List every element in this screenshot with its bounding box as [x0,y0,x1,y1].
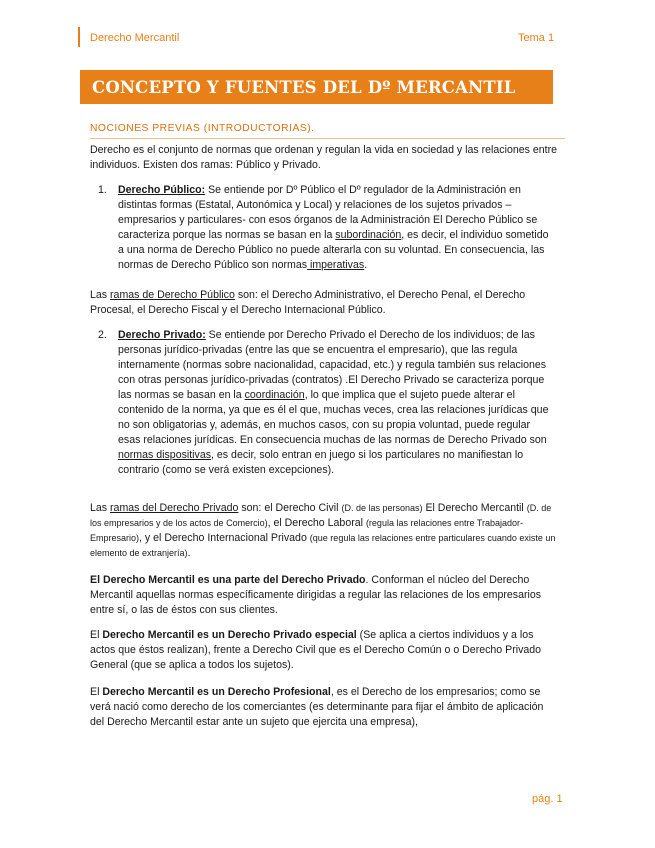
header-topic-label: Tema 1 [518,32,555,44]
text-run: El Derecho Mercantil [422,502,527,514]
derecho-profesional-paragraph [90,685,560,730]
list-item-derecho-privado [98,328,553,478]
page-title: CONCEPTO Y FUENTES DEL Dº MERCANTIL [92,77,516,97]
ramas-privado-paragraph [90,501,560,561]
note-small: (regula las relaciones entre Trabajador-Empresario) [90,518,524,543]
list-number: 1. [98,184,107,196]
text-run: . Conforman el núcleo del Derecho Mercantil aquellas normas específicamente dirigidas a regular las relaciones de los empresarios entre sí, o las de éstos con sus clientes. [90,574,542,616]
term-derecho-publico: Derecho Público: [118,184,206,196]
note-small: (D. de los empresarios y de los actos de Comercio) [90,503,552,528]
bold-statement: Derecho Mercantil es un Derecho Profesional [102,686,331,698]
text-run: El [90,686,103,698]
list-item-derecho-publico [98,183,553,273]
bold-statement: El Derecho Mercantil es una parte del Derecho Privado [90,574,366,586]
text-run: son: el Derecho Civil [238,502,342,514]
text-run: El [90,629,103,641]
page-number: pág. 1 [532,793,563,805]
header-course-title: Derecho Mercantil [90,32,180,44]
list-item-body [118,328,553,478]
text-run: son: el Derecho Administrativo, el Derecho Penal, el Derecho Procesal, el Derecho Fiscal y el Derecho Internacional Público. [90,289,526,316]
term-subordinacion: subordinación [335,229,402,241]
text-run: , es el Derecho de los empresarios; como se verá nació como derecho de los comerciantes (es determinante para fijar el ámbito de aplicación del Derecho Mercantil estar ante un sujeto que ejercita una empresa), [90,686,544,728]
bold-statement: Derecho Mercantil es un Derecho Privado especial [102,629,357,641]
term-ramas-privado: ramas del Derecho Privado [110,502,239,514]
ramas-publico-paragraph [90,288,560,318]
list-number: 2. [98,329,107,341]
text-run: . [364,259,368,271]
term-imperativas: imperativas [307,259,365,271]
parte-privado-paragraph [90,573,560,618]
note-small: (D. de las personas) [341,503,423,513]
text-run: Se entiende por Derecho Privado el Derecho de los individuos; de las personas jurídico-privadas (entre las que se encuentra el empresario), que las regula internamente (normas sobre nacionalidad, capacidad, etc.) y regula también sus relaciones con otras personas jurídico-privadas (contratos) .El Derecho Privado se caracteriza porque las normas se basan en la [118,329,547,401]
text-run: , el Derecho Laboral [267,517,366,529]
text-run: Se entiende por Dº Público el Dº regulador de la Administración en distintas formas (Estatal, Autonómica y Local) y relaciones de los sujetos privados –empresarios y particulares- con esos órganos de la Administración El Derecho Público se caracteriza porque las normas se basan en la [118,184,538,241]
intro-paragraph: Derecho es el conjunto de normas que ordenan y regulan la vida en sociedad y las relaciones entre individuos. Existen dos ramas: Público y Privado. [90,144,558,171]
header-accent-bar [78,27,80,47]
text-run: Las [90,289,111,301]
text-run: (Se aplica a ciertos individuos y a los actos que éstos realizan), frente a Derecho Civil que es el Derecho Común o o Derecho Privado General (que se aplica a todos los sujetos). [90,629,542,671]
term-coordinacion: coordinación [244,389,305,401]
title-banner [80,70,553,104]
text-run: , es decir, el individuo sometido a una norma de Derecho Público no puede alterarla con su voluntad. En consecuencia, las normas de Derecho Público son normas [118,229,549,271]
section-heading: NOCIONES PREVIAS (INTRODUCTORIAS). [90,123,565,139]
text-run: . [187,547,191,559]
text-run: Las [90,502,111,514]
term-normas-dispositivas: normas dispositivas [118,449,212,461]
privado-especial-paragraph [90,628,560,673]
text-run: , lo que implica que el sujeto puede alterar el contenido de la norma, ya que es él el que, muchas veces, crea las relaciones jurídicas que no son obligatorias y, además, en muchos casos, con su propia voluntad, puede regular esas relaciones jurídicas. En consecuencia muchas de las normas de Derecho Privado son [118,389,549,446]
term-derecho-privado: Derecho Privado: [118,329,206,341]
text-run: , y el Derecho Internacional Privado [139,532,310,544]
term-ramas-publico: ramas de Derecho Público [110,289,235,301]
note-small: (que regula las relaciones entre particulares cuando existe un elemento de extranjería) [90,533,556,558]
text-run: , es decir, solo entran en juego si los particulares no manifiestan lo contrario (como se verá existen excepciones). [118,449,524,476]
list-item-body [118,183,553,273]
